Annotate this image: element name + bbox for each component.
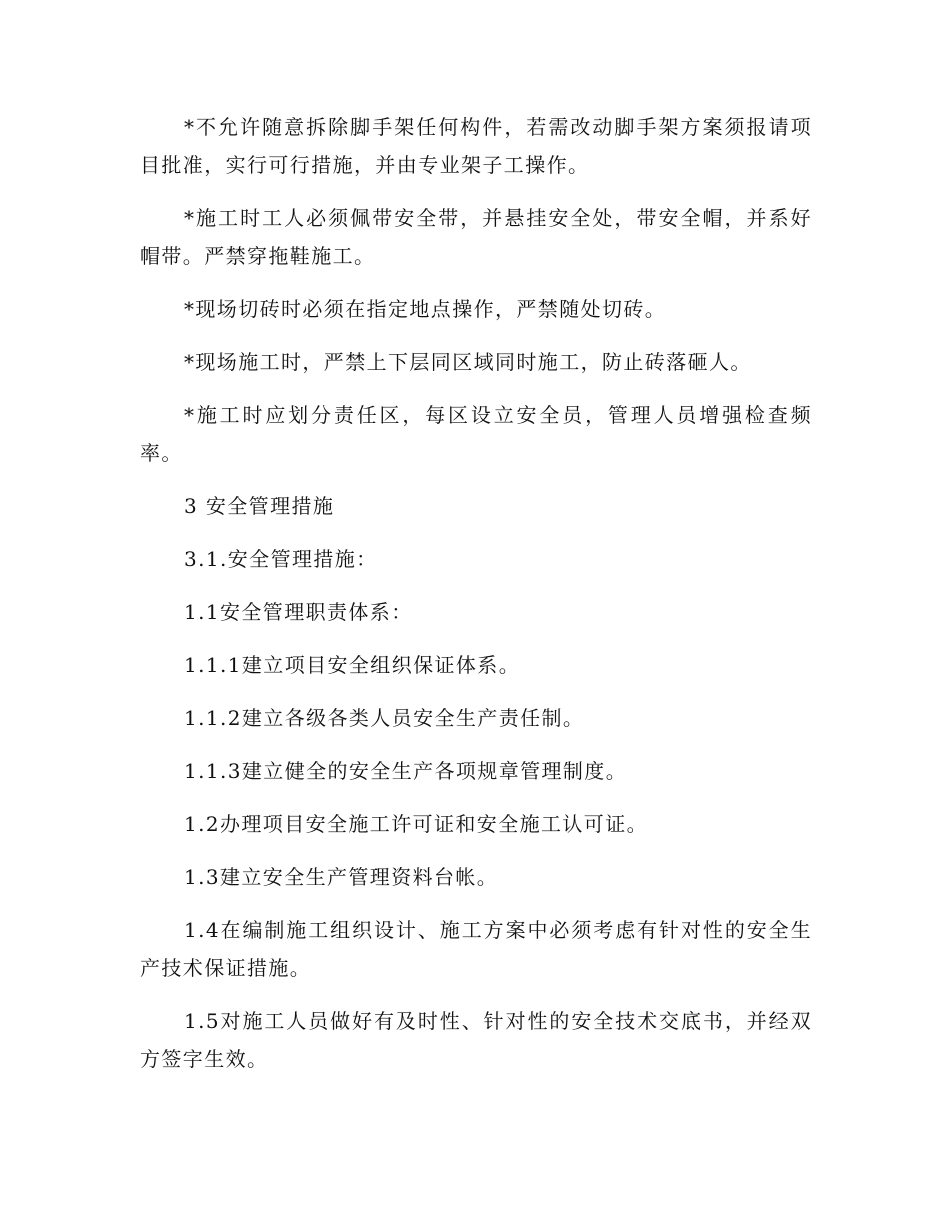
item-1-4: 1.4在编制施工组织设计、施工方案中必须考虑有针对性的安全生产技术保证措施。 [140, 918, 812, 980]
paragraph-layer-work-rule: *现场施工时，严禁上下层同区域同时施工，防止砖落砸人。 [184, 350, 752, 374]
paragraph-safety-belt-rule: *施工时工人必须佩带安全带，并悬挂安全处，带安全帽，并系好帽带。严禁穿拖鞋施工。 [140, 206, 812, 268]
document-body [140, 108, 812, 1093]
item-1-1-3: 1.1.3建立健全的安全生产各项规章管理制度。 [184, 759, 628, 783]
paragraph-scaffold-rule: *不允许随意拆除脚手架任何构件，若需改动脚手架方案须报请项目批准，实行可行措施，并由专业架子工操作。 [140, 115, 812, 177]
paragraph-responsibility-zone-rule: *施工时应划分责任区，每区设立安全员，管理人员增强检查频率。 [140, 403, 812, 465]
section-heading-safety-measures: 3 安全管理措施 [184, 494, 335, 518]
item-1-3: 1.3建立安全生产管理资料台帐。 [184, 865, 499, 889]
item-1-1: 1.1安全管理职责体系： [184, 600, 413, 624]
paragraph-brick-cutting-rule: *现场切砖时必须在指定地点操作，严禁随处切砖。 [184, 297, 667, 321]
item-1-2: 1.2办理项目安全施工许可证和安全施工认可证。 [184, 812, 649, 836]
item-1-5: 1.5对施工人员做好有及时性、针对性的安全技术交底书，并经双方签字生效。 [140, 1009, 812, 1071]
item-1-1-2: 1.1.2建立各级各类人员安全生产责任制。 [184, 706, 585, 730]
item-1-1-1: 1.1.1建立项目安全组织保证体系。 [184, 653, 521, 677]
subsection-heading-3-1: 3.1.安全管理措施： [184, 547, 378, 571]
